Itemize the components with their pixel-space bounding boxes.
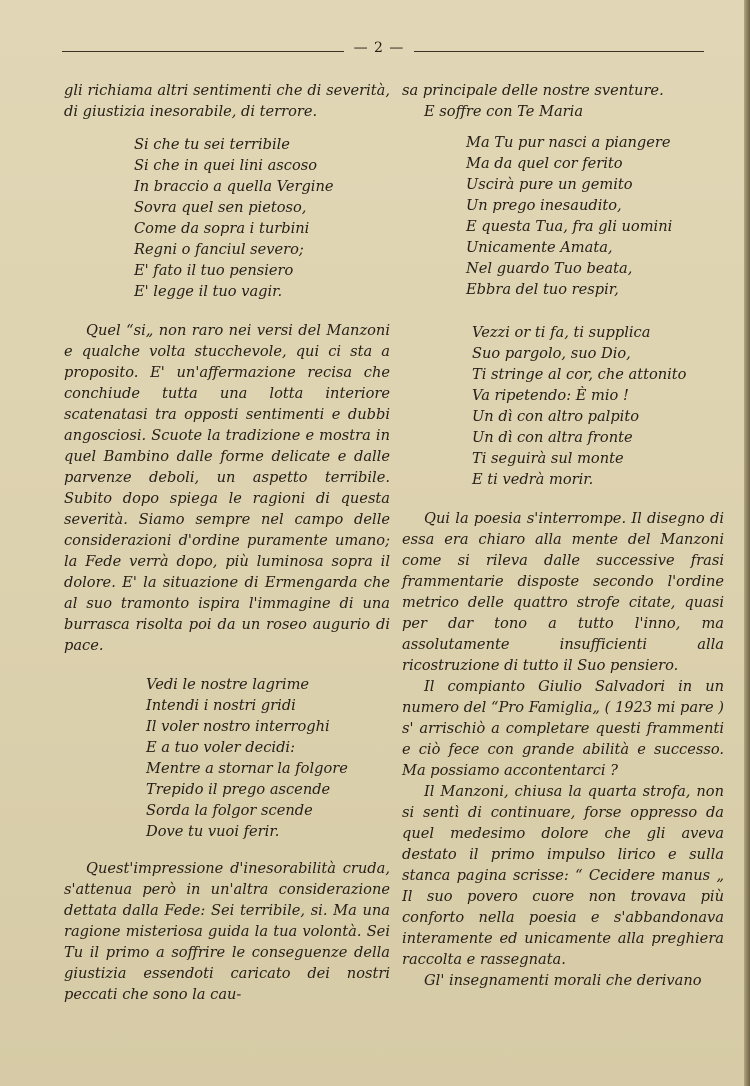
verse-line: In braccio a quella Vergine xyxy=(134,178,334,195)
verse-line: Ma da quel cor ferito xyxy=(466,155,623,172)
verse-line: Il voler nostro interroghi xyxy=(146,718,330,735)
verse-line: Un dì con altra fronte xyxy=(472,429,633,446)
verse-line: Sorda la folgor scende xyxy=(146,802,313,819)
verse-line: E a tuo voler decidi: xyxy=(146,739,296,756)
verse-line: Vedi le nostre lagrime xyxy=(146,676,310,693)
paragraph-maria: E soffre con Te Maria xyxy=(424,103,584,120)
spacer xyxy=(64,302,390,320)
header-rule-left xyxy=(62,51,344,52)
verse-line: Si che tu sei terribile xyxy=(134,136,290,153)
verse-line: Suo pargolo, suo Dio, xyxy=(472,345,631,362)
spacer xyxy=(64,122,390,134)
header-rule-right xyxy=(414,51,704,52)
paragraph-intro: gli richiama altri sentimenti che di severità, di giustizia inesorabile, di terrore. xyxy=(64,82,390,120)
page-header xyxy=(62,40,704,60)
verse-line: Va ripetendo: È mio ! xyxy=(472,387,629,404)
verse-line: Intendi i nostri gridi xyxy=(146,697,296,714)
verse-line: Come da sopra i turbini xyxy=(134,220,310,237)
verse-line: Ti stringe al cor, che attonito xyxy=(472,366,687,383)
paragraph-interruption: Qui la poesia s'interrompe. Il disegno di essa era chiaro alla mente del Manzoni come si rileva dalle successive frasi frammentarie disposte secondo l'ordine metrico delle quattro strofe citate, quasi per dar tono a tutto l'inno, ma assolutamente insufficienti alla ricostruzione di tutto il Suo pensiero. xyxy=(402,510,724,674)
verse-line: E' fato il tuo pensiero xyxy=(134,262,294,279)
page-edge xyxy=(744,0,750,1086)
spacer xyxy=(402,490,724,508)
verse-line: Trepido il prego ascende xyxy=(146,781,331,798)
verse-line: Un dì con altro palpito xyxy=(472,408,639,425)
spacer xyxy=(402,300,724,322)
verse-line: Ebbra del tuo respir, xyxy=(466,281,619,298)
verse-line: Dove tu vuoi ferir. xyxy=(146,823,280,840)
verse-line: Un prego inesaudito, xyxy=(466,197,622,214)
verse-line: Regni o fanciul severo; xyxy=(134,241,304,258)
verse-line: Nel guardo Tuo beata, xyxy=(466,260,633,277)
verse-line: Unicamente Amata, xyxy=(466,239,613,256)
paragraph-continuation: sa principale delle nostre sventure. xyxy=(402,82,664,99)
paragraph-cecidere: Il Manzoni, chiusa la quarta strofa, non si sentì di continuare, forse oppresso da quel medesimo dolore che gli aveva destato il primo impulso lirico e sulla stanca pagina scrisse: “ Cecidere manus „ Il suo povero cuore non trovava più conforto nella poesia e s'abbandonava interamente ed unicamente alla preghiera raccolta e rassegnata. xyxy=(402,783,724,968)
paragraph-salvadori: Il compianto Giulio Salvadori in un numero del “Pro Famiglia„ ( 1923 mi pare ) s' arrischiò a completare questi frammenti e ciò fece con grande abilità e successo. Ma possiamo accontentarci ? xyxy=(402,678,724,779)
verse-line: Uscirà pure un gemito xyxy=(466,176,633,193)
verse-line: Vezzi or ti fa, ti supplica xyxy=(472,324,651,341)
paragraph-commentary: Quel “si„ non raro nei versi del Manzoni e qualche volta stucchevole, qui ci sta a proposito. E' un'affermazione recisa che conchiude tutta una lotta interiore scatenatasi tra opposti sentimenti e dubbi angosciosi. Scuote la tradizione e mostra in quel Bambino dalle forme delicate e dalle parvenze deboli, un aspetto terribile. Subito dopo spiega le ragioni di questa severità. Siamo sempre nel campo delle considerazioni d'ordine puramente umano; la Fede verrà dopo, più luminosa sopra il dolore. E' la situazione di Ermengarda che al suo tramonto ispira l'immagine di una burrasca risolta poi da un roseo augurio di pace. xyxy=(64,322,390,654)
verse-line: Ma Tu pur nasci a piangere xyxy=(466,134,671,151)
verse-line: Mentre a stornar la folgore xyxy=(146,760,348,777)
spacer xyxy=(402,122,724,132)
verse-line: E questa Tua, fra gli uomini xyxy=(466,218,673,235)
verse-line: Ti seguirà sul monte xyxy=(472,450,624,467)
verse-line: Sovra quel sen pietoso, xyxy=(134,199,307,216)
verse-line: E' legge il tuo vagir. xyxy=(134,283,283,300)
verse-stanza-2 xyxy=(146,674,390,842)
verse-stanza-4 xyxy=(472,322,724,490)
verse-stanza-3 xyxy=(466,132,724,300)
spacer xyxy=(64,842,390,858)
verse-line: Si che in quei lini ascoso xyxy=(134,157,318,174)
paragraph-insegnamenti: Gl' insegnamenti morali che derivano xyxy=(424,972,702,989)
verse-stanza-1 xyxy=(134,134,390,302)
right-column xyxy=(402,80,724,991)
spacer xyxy=(64,656,390,674)
left-column xyxy=(64,80,390,1005)
page-number: — 2 — xyxy=(353,40,405,56)
paragraph-faith: Quest'impressione d'inesorabilità cruda, s'attenua però in un'altra considerazione dettata dalla Fede: Sei terribile, si. Ma una ragione misteriosa guida la tua volontà. Sei Tu il primo a soffrire le conseguenze della giustizia essendoti caricato dei nostri peccati che sono la cau- xyxy=(64,860,390,1003)
verse-line: E ti vedrà morir. xyxy=(472,471,594,488)
